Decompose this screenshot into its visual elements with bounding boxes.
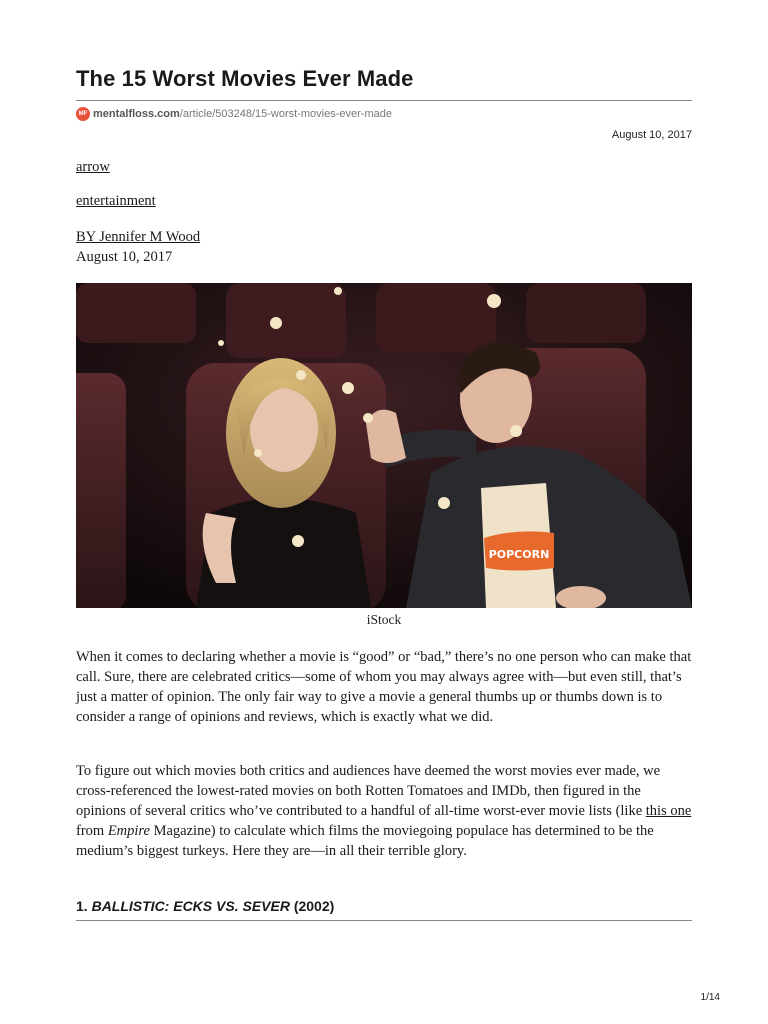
section-divider	[76, 920, 692, 921]
body-paragraph-1: When it comes to declaring whether a movie is “good” or “bad,” there’s no one person who can make that call. Sure, there are celebrated critics—some of whom you may always agree with—but even still, that’s just a matter of opinion. The only fair way to give a movie a general thumbs up or thumbs down is to consider a range of opinions and reviews, which is exactly what we did.	[76, 649, 692, 725]
title-divider	[76, 100, 692, 101]
header-date: August 10, 2017	[611, 129, 692, 141]
author-byline-link[interactable]: BY Jennifer M Wood	[76, 229, 201, 245]
source-line[interactable]	[76, 106, 392, 122]
source-path[interactable]: /article/503248/15-worst-movies-ever-made	[179, 108, 392, 120]
couple-in-theater-photo	[76, 283, 692, 608]
popcorn-bag-text: POPCORN	[488, 548, 550, 561]
byline-date: August 10, 2017	[76, 249, 173, 265]
section-number: 1.	[76, 898, 92, 914]
section-movie-title: BALLISTIC: ECKS VS. SEVER	[91, 898, 290, 914]
mentalfloss-logo-icon: MF	[76, 107, 90, 121]
paragraph-2-text-c: Magazine) to calculate which films the moviegoing populace has determined to be the medium’s biggest turkeys. Here they are—in all their terrible glory.	[76, 823, 654, 859]
paragraph-2-text-a: To figure out which movies both critics and audiences have deemed the worst movies ever made, we cross-referenced the lowest-rated movies on both Rotten Tomatoes and IMDb, then figured in the opinions of several critics who’ve contributed to a handful of all-time worst-ever movie lists (like	[76, 763, 661, 819]
paragraph-2-text-b: from	[76, 823, 108, 839]
this-one-link[interactable]: this one	[645, 803, 692, 819]
arrow-link[interactable]: arrow	[76, 159, 110, 175]
section-heading-1	[76, 898, 334, 914]
section-year: (2002)	[289, 898, 335, 914]
body-paragraph-2	[76, 761, 692, 861]
category-link[interactable]: entertainment	[76, 193, 156, 209]
empire-italic: Empire	[107, 823, 150, 839]
article-title: The 15 Worst Movies Ever Made	[76, 66, 414, 91]
hero-image	[76, 283, 692, 608]
source-domain[interactable]: mentalfloss.com	[93, 108, 180, 120]
page-number: 1/14	[700, 992, 720, 1003]
image-caption: iStock	[366, 612, 402, 627]
